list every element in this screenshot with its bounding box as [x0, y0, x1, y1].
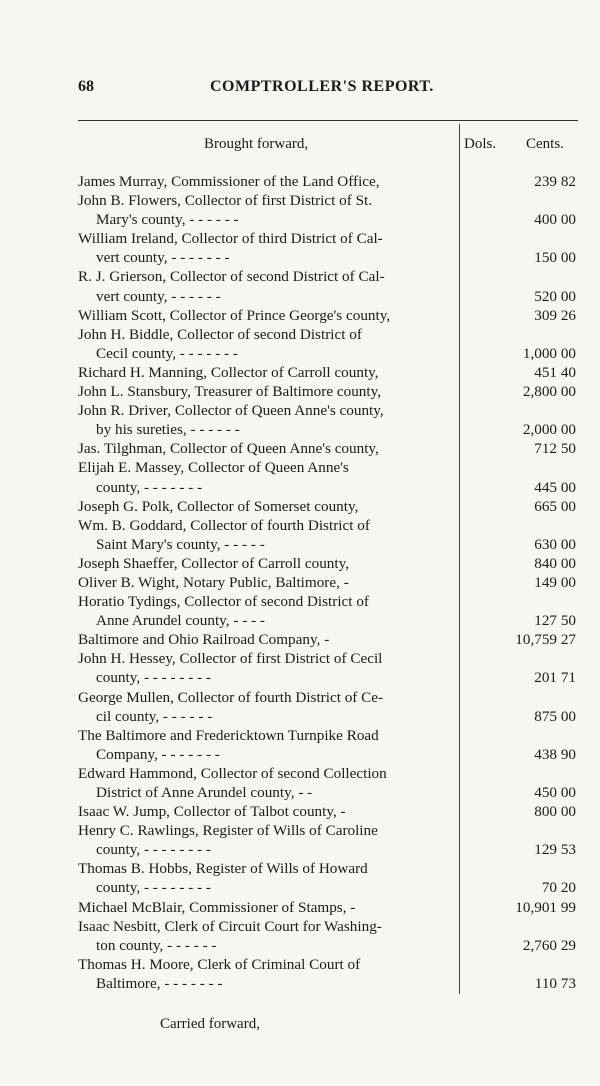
- ledger-entry: [78, 554, 588, 573]
- entry-text-line: Joseph G. Polk, Collector of Somerset county,: [78, 497, 359, 515]
- entry-text-line: Mary's county, - - - - - -: [96, 211, 239, 229]
- ledger-entry: [78, 726, 588, 764]
- entry-text-line: ton county, - - - - - -: [96, 936, 217, 954]
- entry-text-line: Company, - - - - - - -: [96, 745, 220, 763]
- entry-amount: 10,901 99: [515, 898, 576, 916]
- entry-amount: 840 00: [534, 554, 576, 572]
- entry-text-line: Thomas B. Hobbs, Register of Wills of Howard: [78, 860, 368, 878]
- entry-text-line: county, - - - - - - - -: [96, 879, 211, 897]
- entry-amount: 712 50: [534, 440, 576, 458]
- entry-amount: 309 26: [534, 306, 576, 324]
- entry-amount: 239 82: [534, 173, 576, 190]
- entry-text-line: Baltimore, - - - - - - -: [96, 974, 223, 992]
- entry-text-line: by his sureties, - - - - - -: [96, 421, 240, 439]
- entry-amount: 2,800 00: [522, 383, 576, 401]
- entry-amount: 149 00: [534, 573, 576, 591]
- entry-text-line: Edward Hammond, Collector of second Collection: [78, 764, 387, 782]
- entry-text-line: Anne Arundel county, - - - -: [96, 612, 265, 630]
- ledger-entry: [78, 325, 588, 363]
- entry-amount: 129 53: [534, 841, 576, 859]
- page-number: 68: [78, 78, 94, 95]
- entry-text-line: cil county, - - - - - -: [96, 707, 213, 725]
- ledger-entry: [78, 363, 588, 382]
- entry-text-line: Baltimore and Ohio Railroad Company, -: [78, 631, 330, 649]
- ledger-entry: [78, 592, 588, 630]
- entry-text-line: Horatio Tydings, Collector of second District of: [78, 593, 369, 611]
- entry-text-line: county, - - - - - - - -: [96, 669, 211, 687]
- ledger-entry: [78, 382, 588, 401]
- dollars-column-header: Dols.: [464, 136, 497, 152]
- page-title: COMPTROLLER'S REPORT.: [210, 78, 434, 95]
- entry-text-line: vert county, - - - - - -: [96, 287, 221, 305]
- ledger-entry: [78, 802, 588, 821]
- entry-text-line: Isaac Nesbitt, Clerk of Circuit Court for Washing-: [78, 917, 382, 935]
- entry-text-line: county, - - - - - - -: [96, 478, 203, 496]
- header-rule: [78, 120, 578, 121]
- entry-text-line: District of Anne Arundel county, - -: [96, 784, 313, 801]
- entry-amount: 400 00: [534, 211, 576, 229]
- entry-amount: 2,760 29: [522, 936, 576, 954]
- entry-text-line: Oliver B. Wight, Notary Public, Baltimore, -: [78, 573, 349, 591]
- ledger-entry: [78, 821, 588, 859]
- entry-text-line: Thomas H. Moore, Clerk of Criminal Court of: [78, 955, 361, 973]
- ledger-entry: [78, 306, 588, 325]
- entry-amount: 127 50: [534, 612, 576, 630]
- cents-column-header: Cents.: [526, 136, 564, 152]
- entry-amount: 450 00: [534, 784, 576, 801]
- entry-text-line: Isaac W. Jump, Collector of Talbot county, -: [78, 803, 346, 821]
- entry-text-line: R. J. Grierson, Collector of second District of Cal-: [78, 268, 385, 286]
- entry-text-line: John H. Hessey, Collector of first District of Cecil: [78, 650, 383, 668]
- entry-amount: 630 00: [534, 535, 576, 553]
- ledger-entry: [78, 955, 588, 993]
- ledger-entry: [78, 764, 588, 802]
- ledger-entry: [78, 458, 588, 496]
- page-header: [78, 78, 478, 100]
- entry-amount: 110 73: [534, 974, 576, 992]
- entry-amount: 875 00: [534, 707, 576, 725]
- entry-text-line: vert county, - - - - - - -: [96, 249, 230, 267]
- entry-text-line: John B. Flowers, Collector of first District of St.: [78, 192, 373, 210]
- ledger-entry: [78, 267, 588, 305]
- ledger-entry: [78, 859, 588, 897]
- entry-amount: 150 00: [534, 249, 576, 267]
- entry-text-line: George Mullen, Collector of fourth District of Ce-: [78, 688, 384, 706]
- entry-text-line: Richard H. Manning, Collector of Carroll county,: [78, 363, 379, 381]
- entry-amount: 70 20: [541, 879, 576, 897]
- entry-text-line: Wm. B. Goddard, Collector of fourth District of: [78, 516, 370, 534]
- ledger-entry: [78, 229, 588, 267]
- ledger-entry: [78, 439, 588, 458]
- entry-amount: 665 00: [534, 497, 576, 515]
- ledger-entry: [78, 516, 588, 554]
- entry-text-line: Michael McBlair, Commissioner of Stamps, -: [78, 898, 356, 916]
- entry-text-line: James Murray, Commissioner of the Land Office,: [78, 173, 380, 190]
- entry-text-line: Jas. Tilghman, Collector of Queen Anne's county,: [78, 440, 379, 458]
- entry-text-line: John L. Stansbury, Treasurer of Baltimore county,: [78, 383, 382, 401]
- entry-text-line: William Scott, Collector of Prince George's county,: [78, 306, 391, 324]
- entry-text-line: The Baltimore and Fredericktown Turnpike Road: [78, 726, 379, 744]
- entry-amount: 201 71: [534, 669, 576, 687]
- entry-text-line: Henry C. Rawlings, Register of Wills of Caroline: [78, 822, 378, 840]
- ledger-entry: [78, 191, 588, 229]
- entry-amount: 445 00: [534, 478, 576, 496]
- ledger-entries: [78, 172, 588, 993]
- entry-text-line: county, - - - - - - - -: [96, 841, 211, 859]
- carried-forward-label: Carried forward,: [160, 1016, 260, 1032]
- ledger-entry: [78, 630, 588, 649]
- ledger-entry: [78, 573, 588, 592]
- entry-text-line: William Ireland, Collector of third District of Cal-: [78, 230, 383, 248]
- entry-text-line: Saint Mary's county, - - - - -: [96, 535, 265, 553]
- entry-text-line: John R. Driver, Collector of Queen Anne's county,: [78, 402, 384, 420]
- entry-amount: 2,000 00: [522, 421, 576, 439]
- ledger-entry: [78, 917, 588, 955]
- ledger-entry: [78, 649, 588, 687]
- ledger-entry: [78, 401, 588, 439]
- ledger-entry: [78, 688, 588, 726]
- entry-amount: 451 40: [534, 363, 576, 381]
- entry-text-line: John H. Biddle, Collector of second District of: [78, 325, 362, 343]
- brought-forward-label: Brought forward,: [204, 136, 309, 152]
- ledger-entry: [78, 497, 588, 516]
- entry-amount: 800 00: [534, 803, 576, 821]
- ledger-entry: [78, 172, 588, 191]
- ledger-entry: [78, 898, 588, 917]
- entry-amount: 520 00: [534, 287, 576, 305]
- entry-amount: 1,000 00: [522, 344, 576, 362]
- entry-text-line: Joseph Shaeffer, Collector of Carroll county,: [78, 554, 350, 572]
- entry-text-line: Elijah E. Massey, Collector of Queen Anne's: [78, 459, 349, 477]
- entry-text-line: Cecil county, - - - - - - -: [96, 344, 238, 362]
- entry-amount: 10,759 27: [515, 631, 576, 649]
- entry-amount: 438 90: [534, 745, 576, 763]
